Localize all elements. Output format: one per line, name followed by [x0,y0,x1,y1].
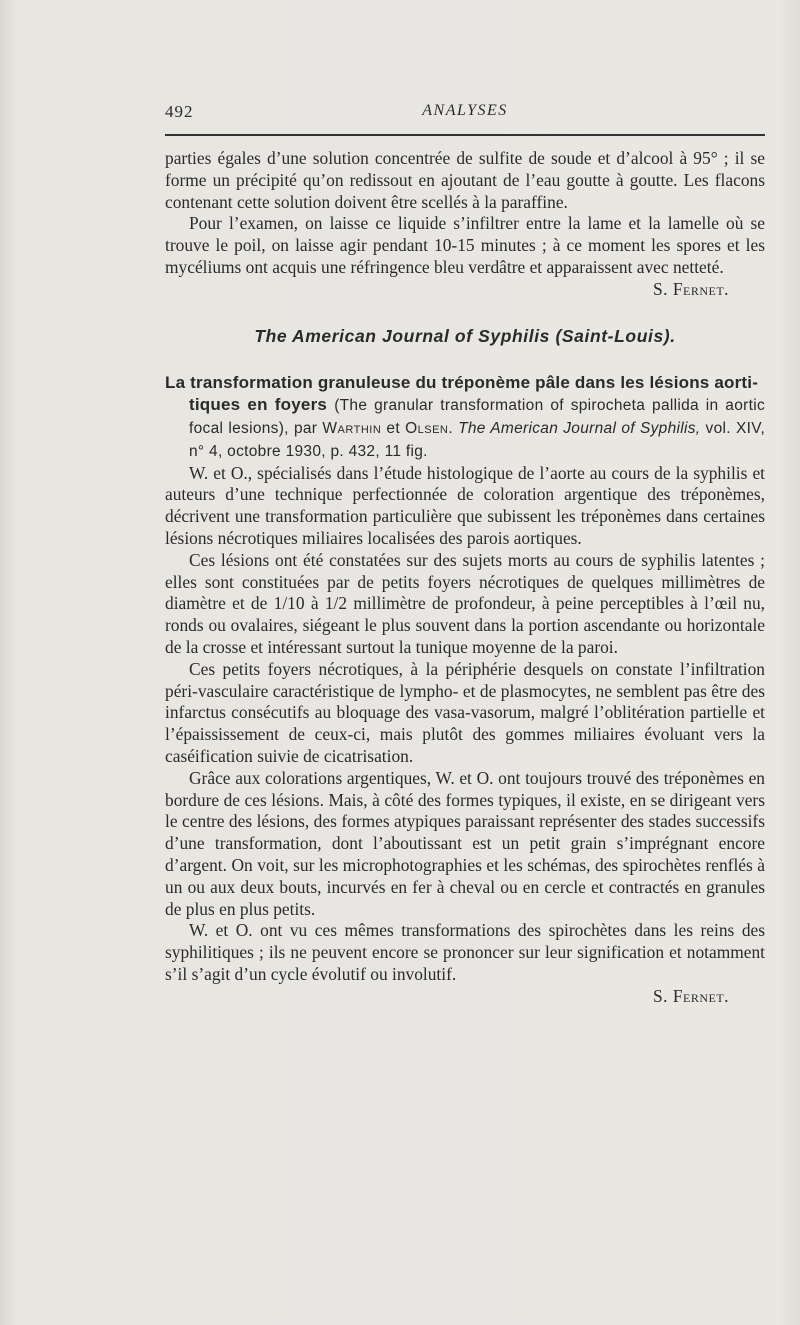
author-name: Warthin [322,419,382,437]
article-paragraph: W. et O. ont vu ces mêmes transformations des spirochètes dans les reins des syphilitiques ; ils ne peuvent encore se prononcer sur leur signification et notamment s’il s’agit d’un cycle évolutif ou involutif. [165,920,765,984]
header-rule [165,134,765,136]
article-reference: (The granular transformation of spirocheta pallida in aortic focal lesions), par Warthin et Olsen. The American Journal of Syphilis, vol. XIV, n° 4, octobre 1930, p. 432, 11 fig. [189,397,766,460]
journal-heading: The American Journal of Syphilis (Saint-Louis). [254,325,676,346]
running-head [165,102,765,126]
article-title-line: La transformation granuleuse du tréponème pâle dans les lésions aorti- [165,373,759,393]
body-text [165,148,765,1007]
journal-name: The American Journal of Syphilis, [458,419,701,437]
and-word: et [386,419,400,437]
english-title: (The granular transformation of spirocheta pallida in aortic focal lesions), [189,397,765,437]
signature: S. Fernet. [652,985,729,1006]
article-paragraph: Ces lésions ont été constatées sur des sujets morts au cours de syphilis latentes ; elles sont constituées par de petits foyers nécrotiques de quelques millimètres de diamètre et de 1/10 à 1/2 millimètre de profondeur, à peine perceptibles à l’œil nu, ronds ou ovalaires, siégeant le plus souvent dans la portion ascendante ou horizontale de la crosse et intéressant surtout la tunique moyenne de la paroi. [165,549,765,657]
continued-paragraph: Pour l’examen, on laisse ce liquide s’infiltrer entre la lame et la lamelle où se trouve le poil, on laisse agir pendant 10-15 minutes ; à ce moment les spores et les mycéliums ont acquis une réfringence bleu verdâtre et apparaissent avec netteté. [165,213,765,277]
article-paragraph: Ces petits foyers nécrotiques, à la périphérie desquels on constate l’infiltration péri-vasculaire caractéristique de lympho- et de plasmocytes, ne semblent pas être des infarctus consécutifs au bloquage des vasa-vasorum, malgré l’oblitération partielle et l’épaississement de ceux-ci, mais plutôt des gommes miliaires évoluant vers la caséification suivie de cicatrisation. [165,658,765,766]
page-number: 492 [165,102,194,121]
citation: vol. XIV, n° 4, octobre 1930, p. 432, 11 fig. [189,419,766,460]
signature: S. Fernet. [652,278,729,299]
article-paragraph: W. et O., spécialisés dans l’étude histologique de l’aorte au cours de la syphilis et auteurs d’une technique perfectionnée de coloration argentique des tréponèmes, décrivent une transformation particulière que subissent les tréponèmes dans certaines lésions nécrotiques miliaires localisées des parois aortiques. [165,462,765,548]
continued-paragraph: parties égales d’une solution concentrée de sulfite de soude et d’alcool à 95° ; il se forme un précipité qu’on redissout en ajoutant de l’eau goutte à goutte. Les flacons contenant cette solution doivent être scellés à la paraffine. [165,148,765,212]
author-name: Olsen [405,419,449,437]
article-title [165,372,765,462]
running-title: ANALYSES [422,102,508,119]
article-title-line: tiques en foyers [189,395,328,415]
by-word: par [293,419,318,437]
article-paragraph: Grâce aux colorations argentiques, W. et O. ont toujours trouvé des tréponèmes en bordure de ces lésions. Mais, à côté des formes typiques, il existe, en se dirigeant vers le centre des lésions, des formes atypiques paraissant représenter des stades successifs d’une transformation, dont l’aboutissant est un petit grain s’imprégnant encore d’argent. On voit, sur les microphotographies et les schémas, des spirochètes renflés à un ou aux deux bouts, incurvés en fer à cheval ou en cercle et contractés en granules de plus en plus petits. [165,767,765,919]
